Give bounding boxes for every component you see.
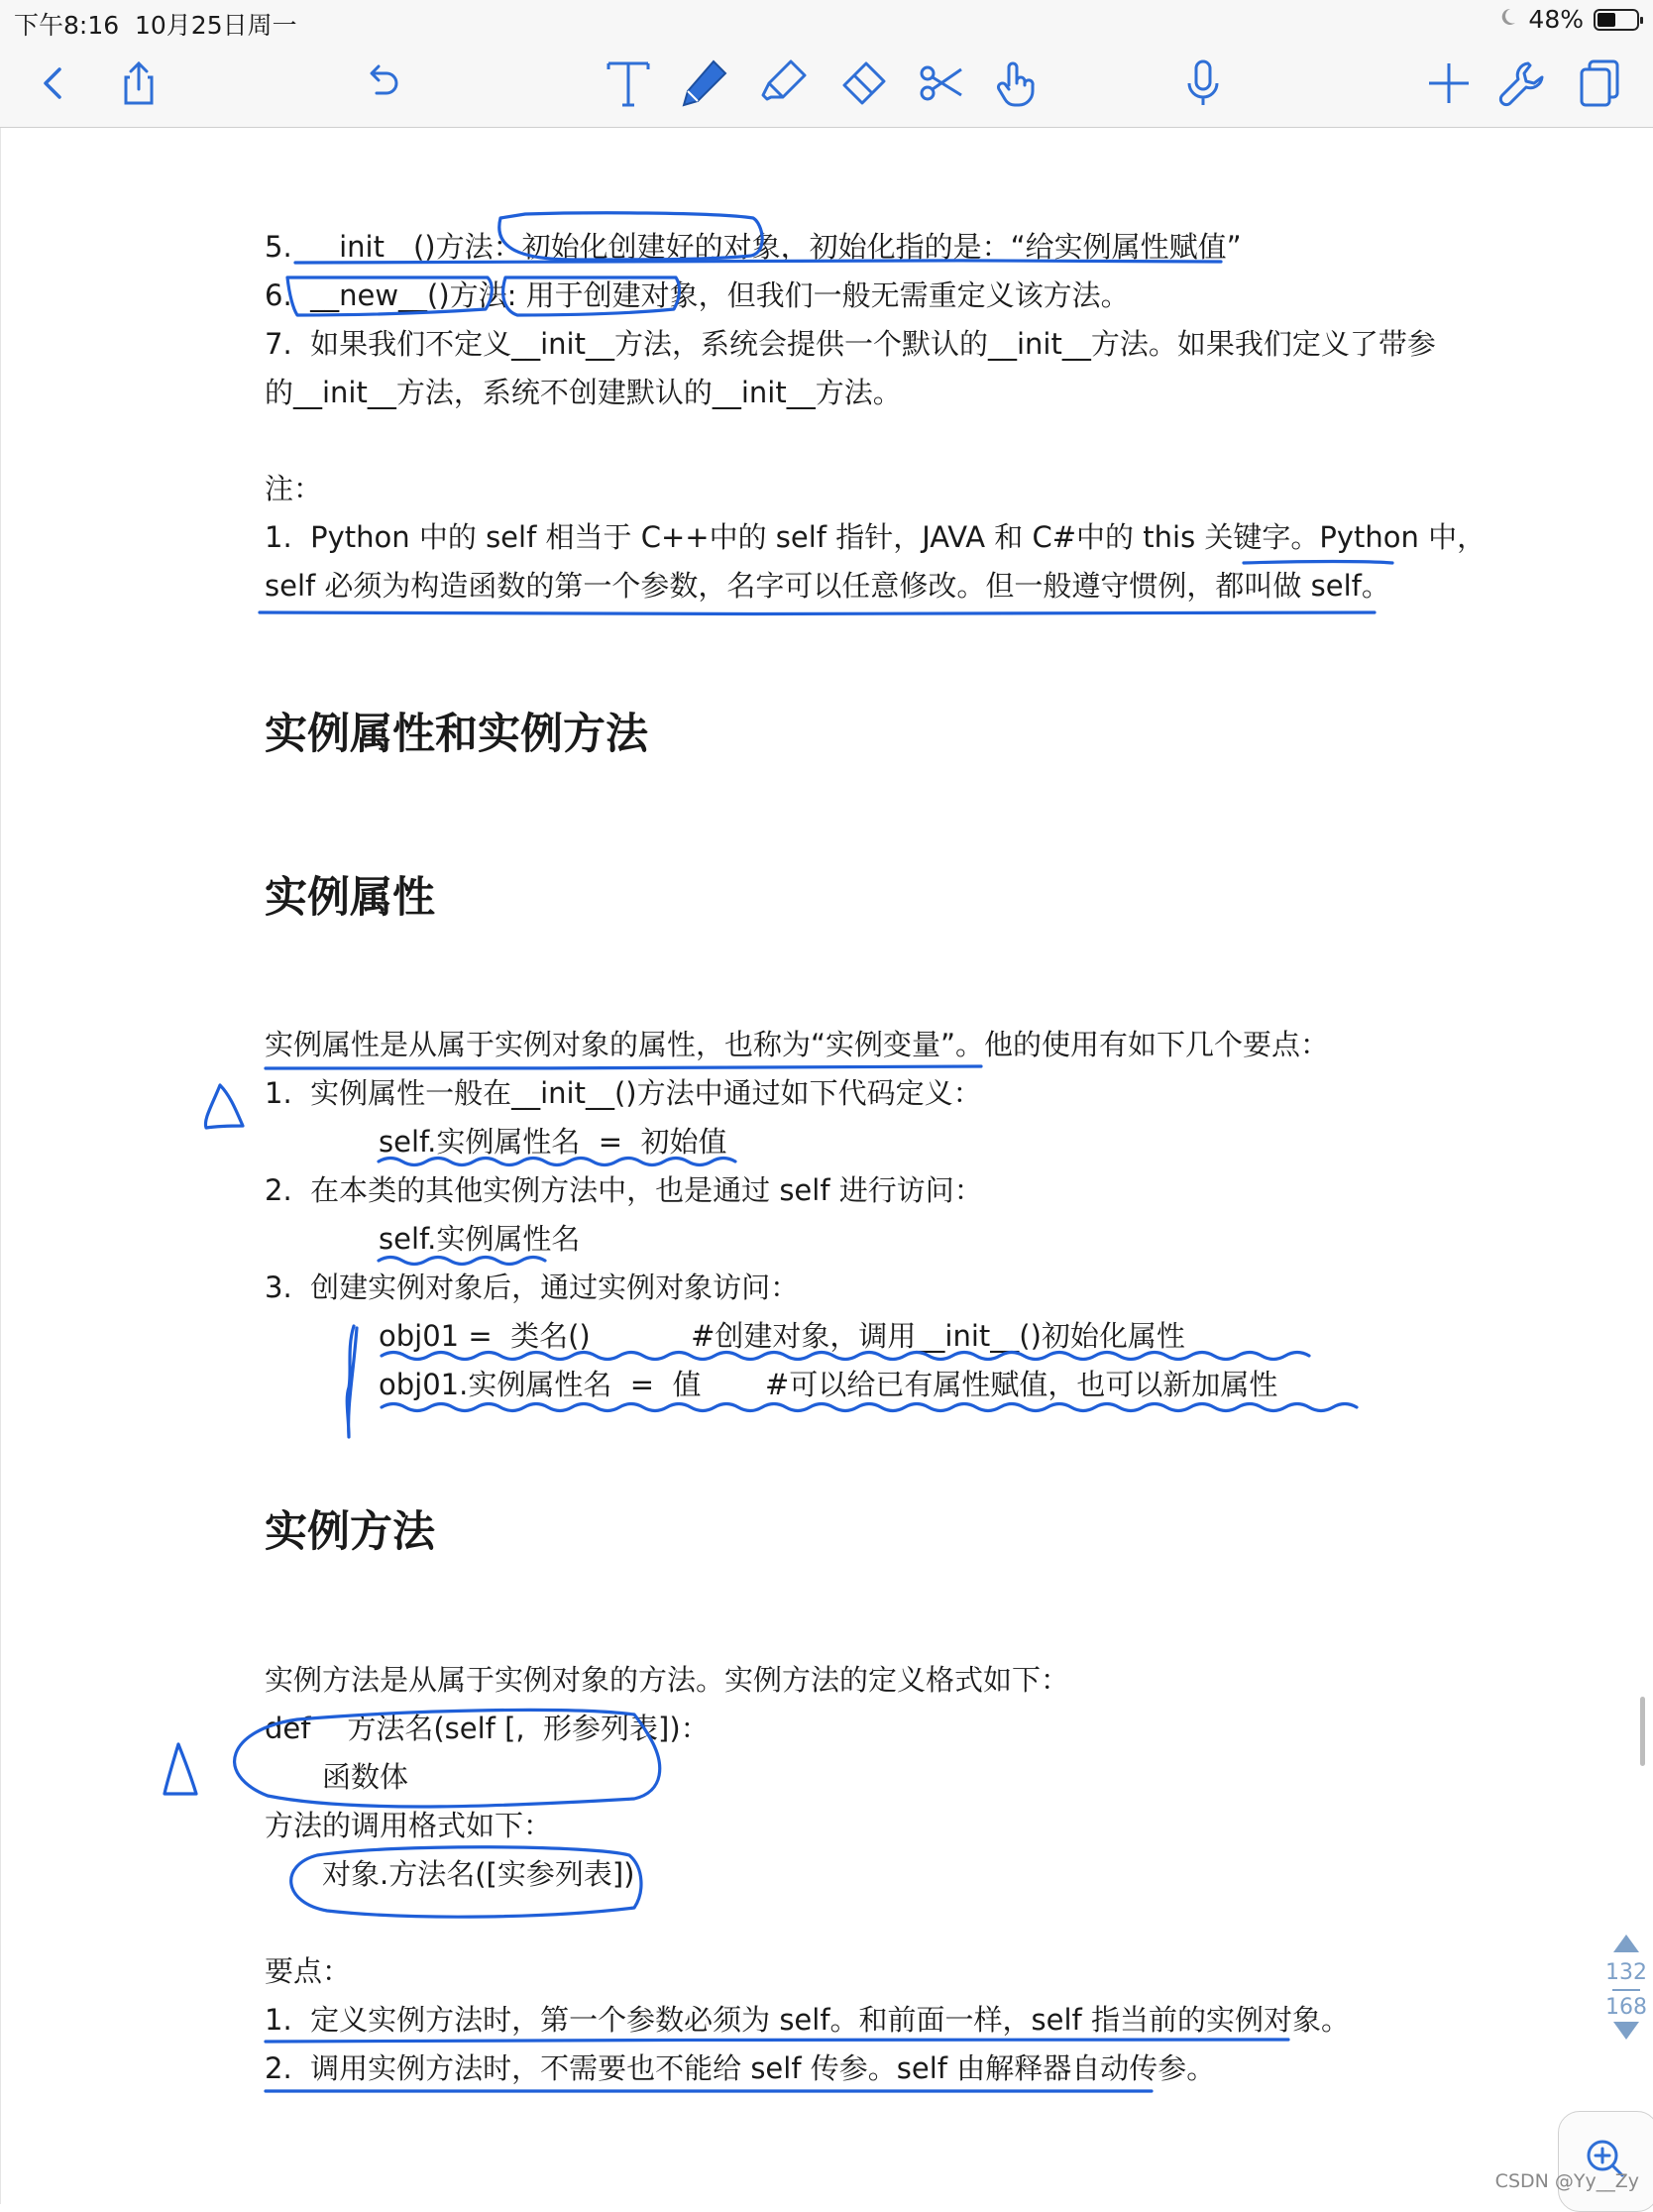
heading-instance: 实例属性和实例方法 — [265, 710, 648, 759]
note-line-7a: 7. 如果我们不定义__init__方法，系统会提供一个默认的__init__方法。如果我们定义了带参 — [265, 327, 1436, 361]
note-point-1b: self 必须为构造函数的第一个参数，名字可以任意修改。但一般遵守惯例，都叫做 self。 — [265, 569, 1390, 603]
attr-code-2: self.实例属性名 — [379, 1222, 581, 1256]
highlighter-button[interactable] — [753, 54, 813, 113]
note-line-7b: 的__init__方法，系统不创建默认的__init__方法。 — [265, 376, 902, 409]
pen-icon — [676, 55, 731, 111]
hand-pointer-icon — [989, 55, 1045, 111]
attr-point-1: 1. 实例属性一般在__init__()方法中通过如下代码定义： — [265, 1076, 982, 1110]
note-point-1a: 1. Python 中的 self 相当于 C++中的 self 指针，JAVA 和 C#中的 this 关键字。Python 中， — [265, 520, 1487, 554]
undo-icon — [355, 55, 410, 111]
page-divider — [1612, 1989, 1640, 1991]
attr-code-3: obj01 = 类名() #创建对象，调用__init__()初始化属性 — [379, 1319, 1185, 1353]
text-tool-icon — [601, 55, 656, 111]
pen-tool-button[interactable] — [674, 54, 733, 113]
undo-button[interactable] — [353, 54, 412, 113]
lasso-button[interactable] — [912, 54, 971, 113]
point-2: 2. 调用实例方法时，不需要也不能给 self 传参。self 由解释器自动传参。 — [265, 2051, 1216, 2085]
pages-button[interactable] — [1570, 54, 1629, 113]
attr-code-1: self.实例属性名 = 初始值 — [379, 1125, 727, 1159]
back-icon — [26, 55, 81, 111]
microphone-button[interactable] — [1173, 54, 1233, 113]
note-line-5: 5. __init__()方法：初始化创建好的对象，初始化指的是：“给实例属性赋值” — [265, 230, 1242, 264]
add-icon — [1421, 55, 1477, 111]
share-button[interactable] — [109, 54, 168, 113]
method-def: def 方法名(self [, 形参列表])： — [265, 1712, 710, 1745]
status-time: 下午8:16 — [14, 11, 120, 40]
share-icon — [111, 55, 166, 111]
moon-icon — [1496, 5, 1518, 34]
microphone-icon — [1175, 55, 1231, 111]
battery-icon — [1594, 9, 1639, 31]
attr-point-3: 3. 创建实例对象后，通过实例对象访问： — [265, 1271, 800, 1304]
scrollbar-thumb[interactable] — [1640, 1697, 1645, 1766]
attr-point-2: 2. 在本类的其他实例方法中，也是通过 self 进行访问： — [265, 1173, 983, 1207]
eraser-icon — [834, 55, 890, 111]
battery-fill — [1598, 13, 1615, 27]
total-pages: 168 — [1605, 1995, 1647, 2020]
toolbar — [0, 40, 1653, 128]
watermark: CSDN @Yy__Zy — [1494, 2170, 1639, 2192]
point-1: 1. 定义实例方法时，第一个参数必须为 self。和前面一样，self 指当前的实例对象。 — [265, 2003, 1350, 2037]
method-body: 函数体 — [322, 1760, 409, 1794]
settings-button[interactable] — [1492, 54, 1552, 113]
add-button[interactable] — [1419, 54, 1479, 113]
text-tool-button[interactable] — [599, 54, 658, 113]
hand-button[interactable] — [987, 54, 1047, 113]
triangle-up-icon — [1611, 1933, 1641, 1954]
back-button[interactable] — [24, 54, 83, 113]
page-navigator — [1603, 1933, 1649, 2047]
status-bar — [0, 0, 1653, 40]
battery-percent: 48% — [1528, 5, 1584, 34]
note-line-6: 6. __new__()方法: 用于创建对象，但我们一般无需重定义该方法。 — [265, 278, 1130, 312]
heading-attr: 实例属性 — [265, 873, 435, 923]
page-down-button[interactable] — [1603, 2020, 1649, 2047]
method-call: 对象.方法名([实参列表]) — [322, 1857, 635, 1891]
heading-method: 实例方法 — [265, 1507, 435, 1557]
method-call-intro: 方法的调用格式如下： — [265, 1809, 553, 1842]
wrench-icon — [1494, 55, 1550, 111]
status-right — [1496, 5, 1639, 34]
attr-intro: 实例属性是从属于实例对象的属性，也称为“实例变量”。他的使用有如下几个要点： — [265, 1028, 1330, 1061]
method-intro: 实例方法是从属于实例对象的方法。实例方法的定义格式如下： — [265, 1663, 1070, 1697]
document-page[interactable] — [0, 128, 1653, 2204]
lasso-scissors-icon — [914, 55, 969, 111]
current-page: 132 — [1605, 1960, 1647, 1985]
attr-code-4: obj01.实例属性名 = 值 #可以给已有属性赋值，也可以新加属性 — [379, 1368, 1278, 1401]
status-date: 10月25日周一 — [135, 11, 297, 40]
page-up-button[interactable] — [1603, 1933, 1649, 1960]
note-heading: 注： — [265, 472, 323, 505]
zoom-button[interactable] — [1558, 2111, 1653, 2212]
highlighter-icon — [755, 55, 811, 111]
eraser-button[interactable] — [832, 54, 892, 113]
pages-icon — [1572, 55, 1627, 111]
triangle-down-icon — [1611, 2020, 1641, 2042]
points-title: 要点： — [265, 1954, 352, 1988]
